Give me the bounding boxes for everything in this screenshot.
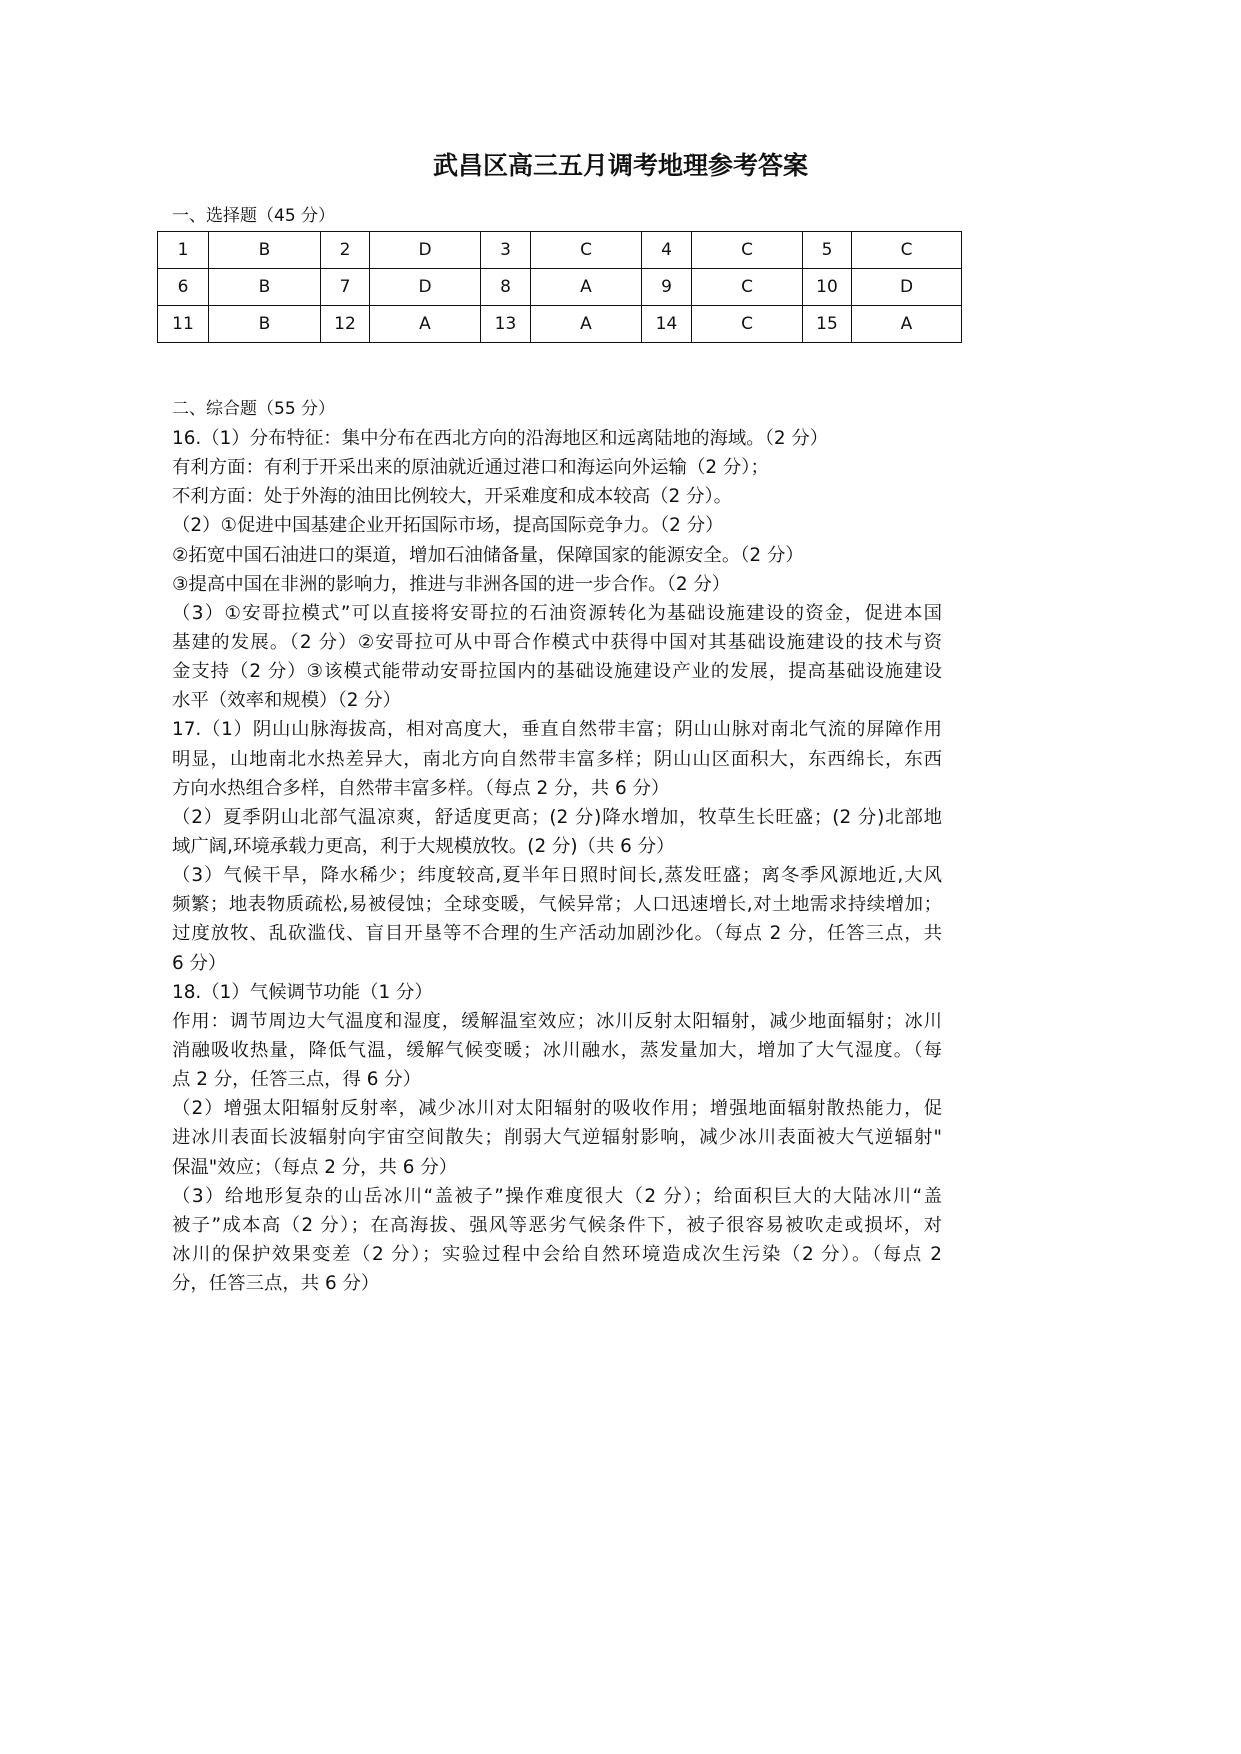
answer-letter: A [531,306,642,343]
section-choice-heading: 一、选择题（45 分） [172,206,336,226]
text-line: 方向水热组合多样，自然带丰富多样。（每点 2 分，共 6 分） [172,777,670,799]
answer-letter: C [692,232,803,269]
answer-letter: B [209,269,321,306]
question-number: 4 [642,232,692,269]
text-line: 明显，山地南北水热差异大，南北方向自然带丰富多样；阴山山区面积大，东西绵长，东西 [172,748,942,770]
question-number: 8 [481,269,531,306]
answer-text [172,424,942,1298]
question-number: 12 [321,306,370,343]
question-number: 6 [158,269,209,306]
text-line: 金支持（2 分）③该模式能带动安哥拉国内的基础设施建设产业的发展，提高基础设施建设 [172,661,942,683]
text-line: 消融吸收热量，降低气温，缓解气候变暖；冰川融水，蒸发量加大，增加了大气湿度。（每 [172,1039,942,1061]
text-line: 基建的发展。（2 分）②安哥拉可从中哥合作模式中获得中国对其基础设施建设的技术与资 [172,631,942,653]
text-line: （2）夏季阴山北部气温凉爽，舒适度更高；(2 分)降水增加，牧草生长旺盛；(2 分)北部地 [172,806,942,828]
table-row [158,232,962,269]
text-line: 被子”成本高（2 分）；在高海拔、强风等恶劣气候条件下，被子很容易被吹走或损坏，对 [172,1214,942,1236]
answer-table [157,231,962,343]
text-line: ②拓宽中国石油进口的渠道，增加石油储备量，保障国家的能源安全。（2 分） [172,544,804,566]
question-number: 7 [321,269,370,306]
question-number: 5 [803,232,852,269]
text-line: 过度放牧、乱砍滥伐、盲目开垦等不合理的生产活动加剧沙化。（每点 2 分，任答三点，共 [172,923,942,945]
answer-letter: A [852,306,962,343]
text-line: 有利方面：有利于开采出来的原油就近通过港口和海运向外运输（2 分）； [172,457,769,479]
text-line: （2）增强太阳辐射反射率，减少冰川对太阳辐射的吸收作用；增强地面辐射散热能力，促 [172,1098,942,1120]
text-line: 域广阔,环境承载力更高，利于大规模放牧。(2 分)（共 6 分） [172,835,675,857]
question-number: 10 [803,269,852,306]
text-line: 不利方面：处于外海的油田比例较大，开采难度和成本较高（2 分）。 [172,486,733,508]
text-line: 18.（1）气候调节功能（1 分） [172,981,433,1003]
text-line: 冰川的保护效果变差（2 分）；实验过程中会给自然环境造成次生污染（2 分）。（每点 2 [172,1243,942,1265]
answer-letter: D [852,269,962,306]
text-line: 频繁；地表物质疏松,易被侵蚀；全球变暖，气候异常；人口迅速增长,对土地需求持续增加； [172,894,942,916]
answer-letter: B [209,232,321,269]
text-line: 作用：调节周边大气温度和湿度，缓解温室效应；冰川反射太阳辐射，减少地面辐射；冰川 [172,1010,942,1032]
table-row [158,269,962,306]
table-row [158,306,962,343]
text-line: （3）①安哥拉模式”可以直接将安哥拉的石油资源转化为基础设施建设的资金，促进本国 [172,602,942,624]
answer-letter: C [852,232,962,269]
text-line: （3）给地形复杂的山岳冰川“盖被子”操作难度很大（2 分）；给面积巨大的大陆冰川“盖 [172,1185,942,1207]
text-line: 点 2 分，任答三点，得 6 分） [172,1069,422,1091]
answer-letter: A [531,269,642,306]
answer-letter: B [209,306,321,343]
page-title: 武昌区高三五月调考地理参考答案 [432,151,808,180]
section-comprehensive-heading: 二、综合题（55 分） [172,399,336,419]
text-line: 水平（效率和规模）（2 分） [172,690,402,712]
question-number: 1 [158,232,209,269]
question-number: 11 [158,306,209,343]
text-line: 17.（1）阴山山脉海拔高，相对高度大，垂直自然带丰富；阴山山脉对南北气流的屏障作用 [172,719,942,741]
question-number: 14 [642,306,692,343]
answer-letter: C [692,269,803,306]
answer-letter: D [370,232,481,269]
answer-letter: C [531,232,642,269]
question-number: 13 [481,306,531,343]
question-number: 3 [481,232,531,269]
text-line: 分，任答三点，共 6 分） [172,1273,380,1295]
text-line: （2）①促进中国基建企业开拓国际市场，提高国际竞争力。（2 分） [172,515,724,537]
text-line: 保温"效应；（每点 2 分，共 6 分） [172,1156,458,1178]
text-line: 进冰川表面长波辐射向宇宙空间散失；削弱大气逆辐射影响，减少冰川表面被大气逆辐射" [172,1127,942,1149]
text-line: 16.（1）分布特征：集中分布在西北方向的沿海地区和远离陆地的海域。（2 分） [172,428,829,449]
question-number: 9 [642,269,692,306]
question-number: 2 [321,232,370,269]
answer-letter: A [370,306,481,343]
answer-letter: D [370,269,481,306]
text-line: ③提高中国在非洲的影响力，推进与非洲各国的进一步合作。（2 分） [172,573,731,595]
answer-letter: C [692,306,803,343]
question-number: 15 [803,306,852,343]
text-line: （3）气候干旱，降水稀少；纬度较高,夏半年日照时间长,蒸发旺盛；离冬季风源地近,大风 [172,865,942,887]
text-line: 6 分） [172,952,227,974]
